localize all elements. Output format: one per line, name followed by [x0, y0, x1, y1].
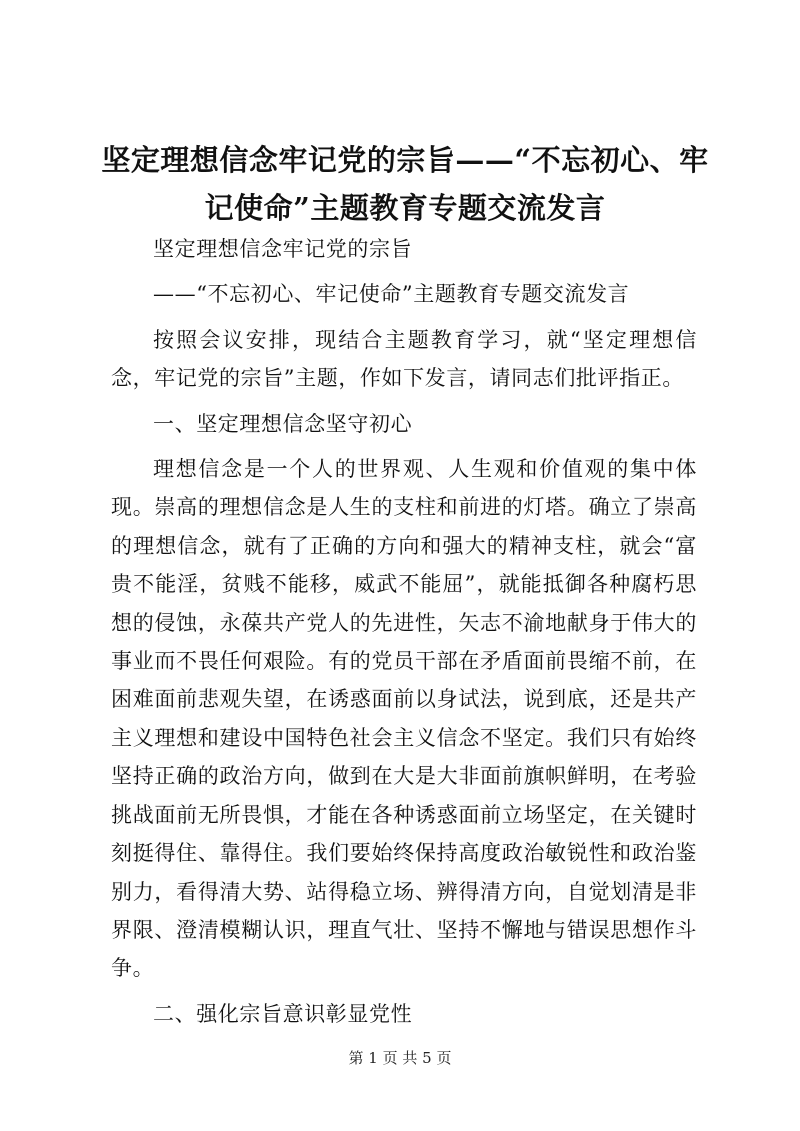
subtitle-line: 坚定理想信念牢记党的宗旨 [153, 237, 413, 261]
section-heading: 二、强化宗旨意识彰显党性 [153, 1001, 413, 1026]
document-body [111, 230, 697, 1040]
subtitle-line: ——“不忘初心、牢记使命”主题教育专题交流发言 [153, 282, 630, 307]
page-number: 第 1 页 共 5 页 [348, 1049, 452, 1067]
document-title: 坚定理想信念牢记党的宗旨——“不忘初心、牢记使命”主题教育专题交流发言 [101, 143, 709, 225]
section-heading: 一、坚定理想信念坚守初心 [153, 411, 413, 436]
intro-paragraph: 按照会议安排，现结合主题教育学习，就“坚定理想信念，牢记党的宗旨”主题，作如下发言，请同志们批评指正。 [111, 327, 697, 391]
body-paragraph: 理想信念是一个人的世界观、人生观和价值观的集中体现。崇高的理想信念是人生的支柱和前进的灯塔。确立了崇高的理想信念，就有了正确的方向和强大的精神支柱，就会“富贵不能淫，贫贱不能移，威武不能屈”，就能抵御各种腐朽思想的侵蚀，永葆共产党人的先进性，矢志不渝地献身于伟大的事业而不畏任何艰险。有的党员干部在矛盾面前畏缩不前，在困难面前悲观失望，在诱惑面前以身试法，说到底，还是共产主义理想和建设中国特色社会主义信念不坚定。我们只有始终坚持正确的政治方向，做到在大是大非面前旗帜鲜明，在考验挑战面前无所畏惧，才能在各种诱惑面前立场坚定，在关键时刻挺得住、靠得住。我们要始终保持高度政治敏锐性和政治鉴别力，看得清大势、站得稳立场、辨得清方向，自觉划清是非界限、澄清模糊认识，理直气壮、坚持不懈地与错误思想作斗争。 [111, 457, 697, 981]
